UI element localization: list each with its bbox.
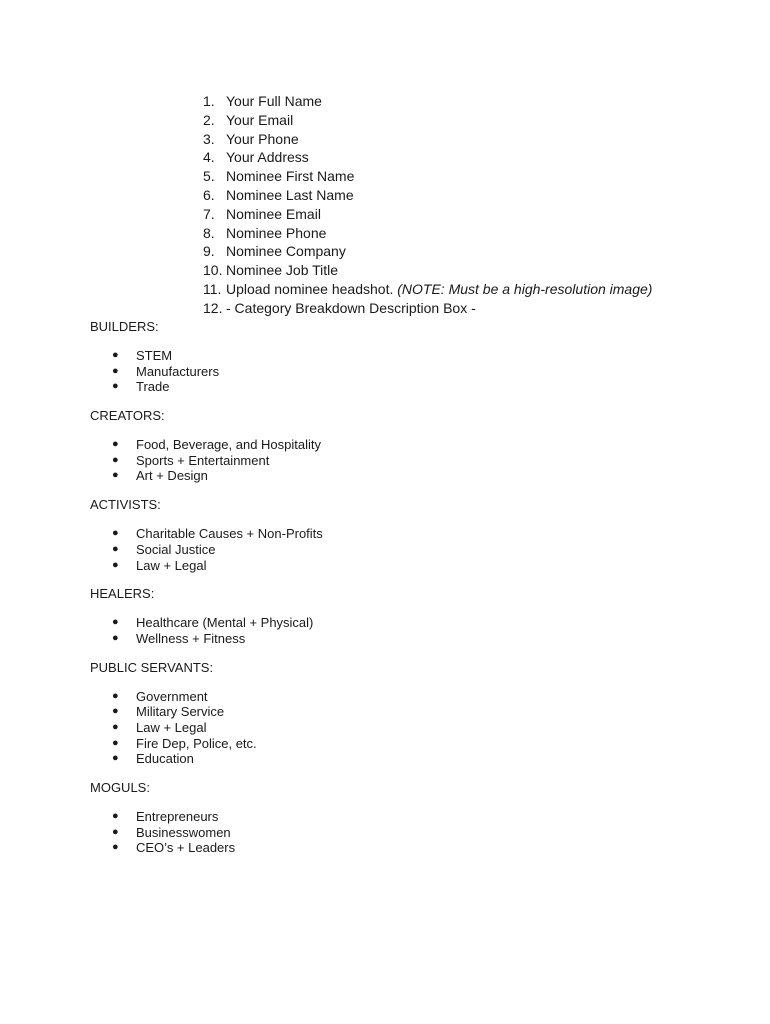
field-number: 4. [203, 149, 215, 166]
list-item [90, 542, 730, 558]
category-heading: CREATORS: [90, 408, 165, 424]
bullet-icon: ● [112, 469, 119, 482]
form-field-item [0, 299, 770, 318]
field-number: 3. [203, 130, 215, 147]
list-item [90, 437, 730, 453]
field-number: 7. [203, 205, 215, 222]
field-number: 9. [203, 243, 215, 260]
form-field-item [0, 167, 770, 186]
list-item [90, 453, 730, 469]
form-field-item [0, 111, 770, 130]
bullet-icon: ● [112, 841, 119, 854]
list-item-label: Fire Dep, Police, etc. [136, 735, 257, 751]
field-label: - Category Breakdown Description Box - [226, 299, 476, 316]
field-number: 2. [203, 111, 215, 128]
list-item [90, 615, 730, 631]
field-label: Your Email [226, 111, 294, 128]
field-label: Your Address [226, 149, 309, 166]
list-item-label: Education [136, 751, 194, 767]
form-field-item [0, 148, 770, 167]
bullet-icon: ● [112, 349, 119, 361]
list-item-label: CEO’s + Leaders [136, 840, 236, 856]
field-label-text: Upload nominee headshot. [226, 280, 398, 297]
list-item [90, 751, 730, 767]
list-item [90, 825, 730, 841]
list-item-label: Social Justice [136, 541, 216, 557]
field-label: Nominee First Name [226, 168, 355, 185]
list-item-label: Charitable Causes + Non-Profits [136, 526, 323, 542]
bullet-icon: ● [112, 736, 119, 749]
bullet-icon: ● [112, 616, 119, 629]
list-item [90, 348, 730, 364]
list-item-label: STEM [136, 348, 173, 363]
bullet-icon: ● [112, 364, 119, 377]
field-number: 10. [203, 262, 223, 279]
list-item-label: Art + Design [136, 468, 208, 484]
field-number: 6. [203, 186, 215, 203]
bullet-icon: ● [112, 689, 119, 702]
list-item-label: Government [136, 688, 208, 704]
bullet-icon: ● [112, 810, 119, 822]
list-item [90, 526, 730, 542]
field-label: Your Phone [226, 130, 299, 147]
list-item-label: Manufacturers [136, 363, 220, 379]
list-item [90, 379, 730, 395]
form-field-item [0, 92, 770, 111]
list-item-label: Businesswomen [136, 824, 231, 840]
bullet-icon: ● [112, 453, 119, 466]
list-item [90, 364, 730, 380]
list-item [90, 689, 730, 705]
bullet-icon: ● [112, 438, 119, 451]
list-item-label: Law + Legal [136, 719, 207, 735]
category-heading: PUBLIC SERVANTS: [90, 659, 214, 675]
bullet-icon: ● [112, 558, 119, 571]
bullet-icon: ● [112, 380, 119, 393]
form-field-list [0, 92, 770, 318]
field-number: 11. [203, 280, 222, 297]
list-item [90, 704, 730, 720]
bullet-icon: ● [112, 825, 119, 838]
list-item-label: Wellness + Fitness [136, 630, 246, 646]
list-item [90, 558, 730, 574]
list-item-label: Entrepreneurs [136, 809, 219, 824]
field-note: (NOTE: Must be a high-resolution image) [397, 280, 653, 297]
field-label: Nominee Phone [226, 224, 327, 241]
form-field-item [0, 130, 770, 149]
form-field-item [0, 205, 770, 224]
list-item-label: Food, Beverage, and Hospitality [136, 437, 321, 453]
field-label: Nominee Last Name [226, 186, 354, 203]
form-field-item [0, 261, 770, 280]
form-field-item [0, 242, 770, 261]
field-label: Your Full Name [226, 93, 322, 109]
list-item [90, 468, 730, 484]
field-number: 8. [203, 224, 215, 241]
field-label: Nominee Company [226, 243, 346, 260]
list-item-label: Healthcare (Mental + Physical) [136, 615, 314, 631]
field-label: Nominee Job Title [226, 262, 339, 279]
list-item [90, 840, 730, 856]
list-item-label: Trade [136, 379, 170, 395]
form-field-item [0, 186, 770, 205]
bullet-icon: ● [112, 631, 119, 644]
list-item [90, 809, 730, 825]
field-label [226, 280, 652, 299]
field-label: Nominee Email [226, 205, 321, 222]
category-list [90, 809, 730, 856]
list-item-label: Law + Legal [136, 557, 207, 573]
category-heading: HEALERS: [90, 586, 155, 602]
category-list [90, 615, 730, 646]
category-heading: BUILDERS: [90, 319, 159, 334]
form-field-item [0, 224, 770, 243]
bullet-icon: ● [112, 720, 119, 733]
field-number: 12. [203, 299, 223, 316]
list-item [90, 720, 730, 736]
category-list [90, 526, 730, 573]
category-list [90, 689, 730, 767]
list-item [90, 736, 730, 752]
bullet-icon: ● [112, 527, 119, 540]
form-field-item [0, 280, 770, 299]
bullet-icon: ● [112, 752, 119, 765]
list-item [90, 631, 730, 647]
bullet-icon: ● [112, 542, 119, 555]
category-list [90, 348, 730, 395]
list-item-label: Military Service [136, 704, 225, 720]
list-item-label: Sports + Entertainment [136, 452, 270, 468]
bullet-icon: ● [112, 705, 119, 718]
field-number: 5. [203, 168, 215, 185]
field-number: 1. [203, 93, 215, 109]
category-heading: ACTIVISTS: [90, 497, 161, 513]
category-heading: MOGULS: [90, 780, 150, 795]
category-list [90, 437, 730, 484]
category-sections [90, 318, 730, 868]
